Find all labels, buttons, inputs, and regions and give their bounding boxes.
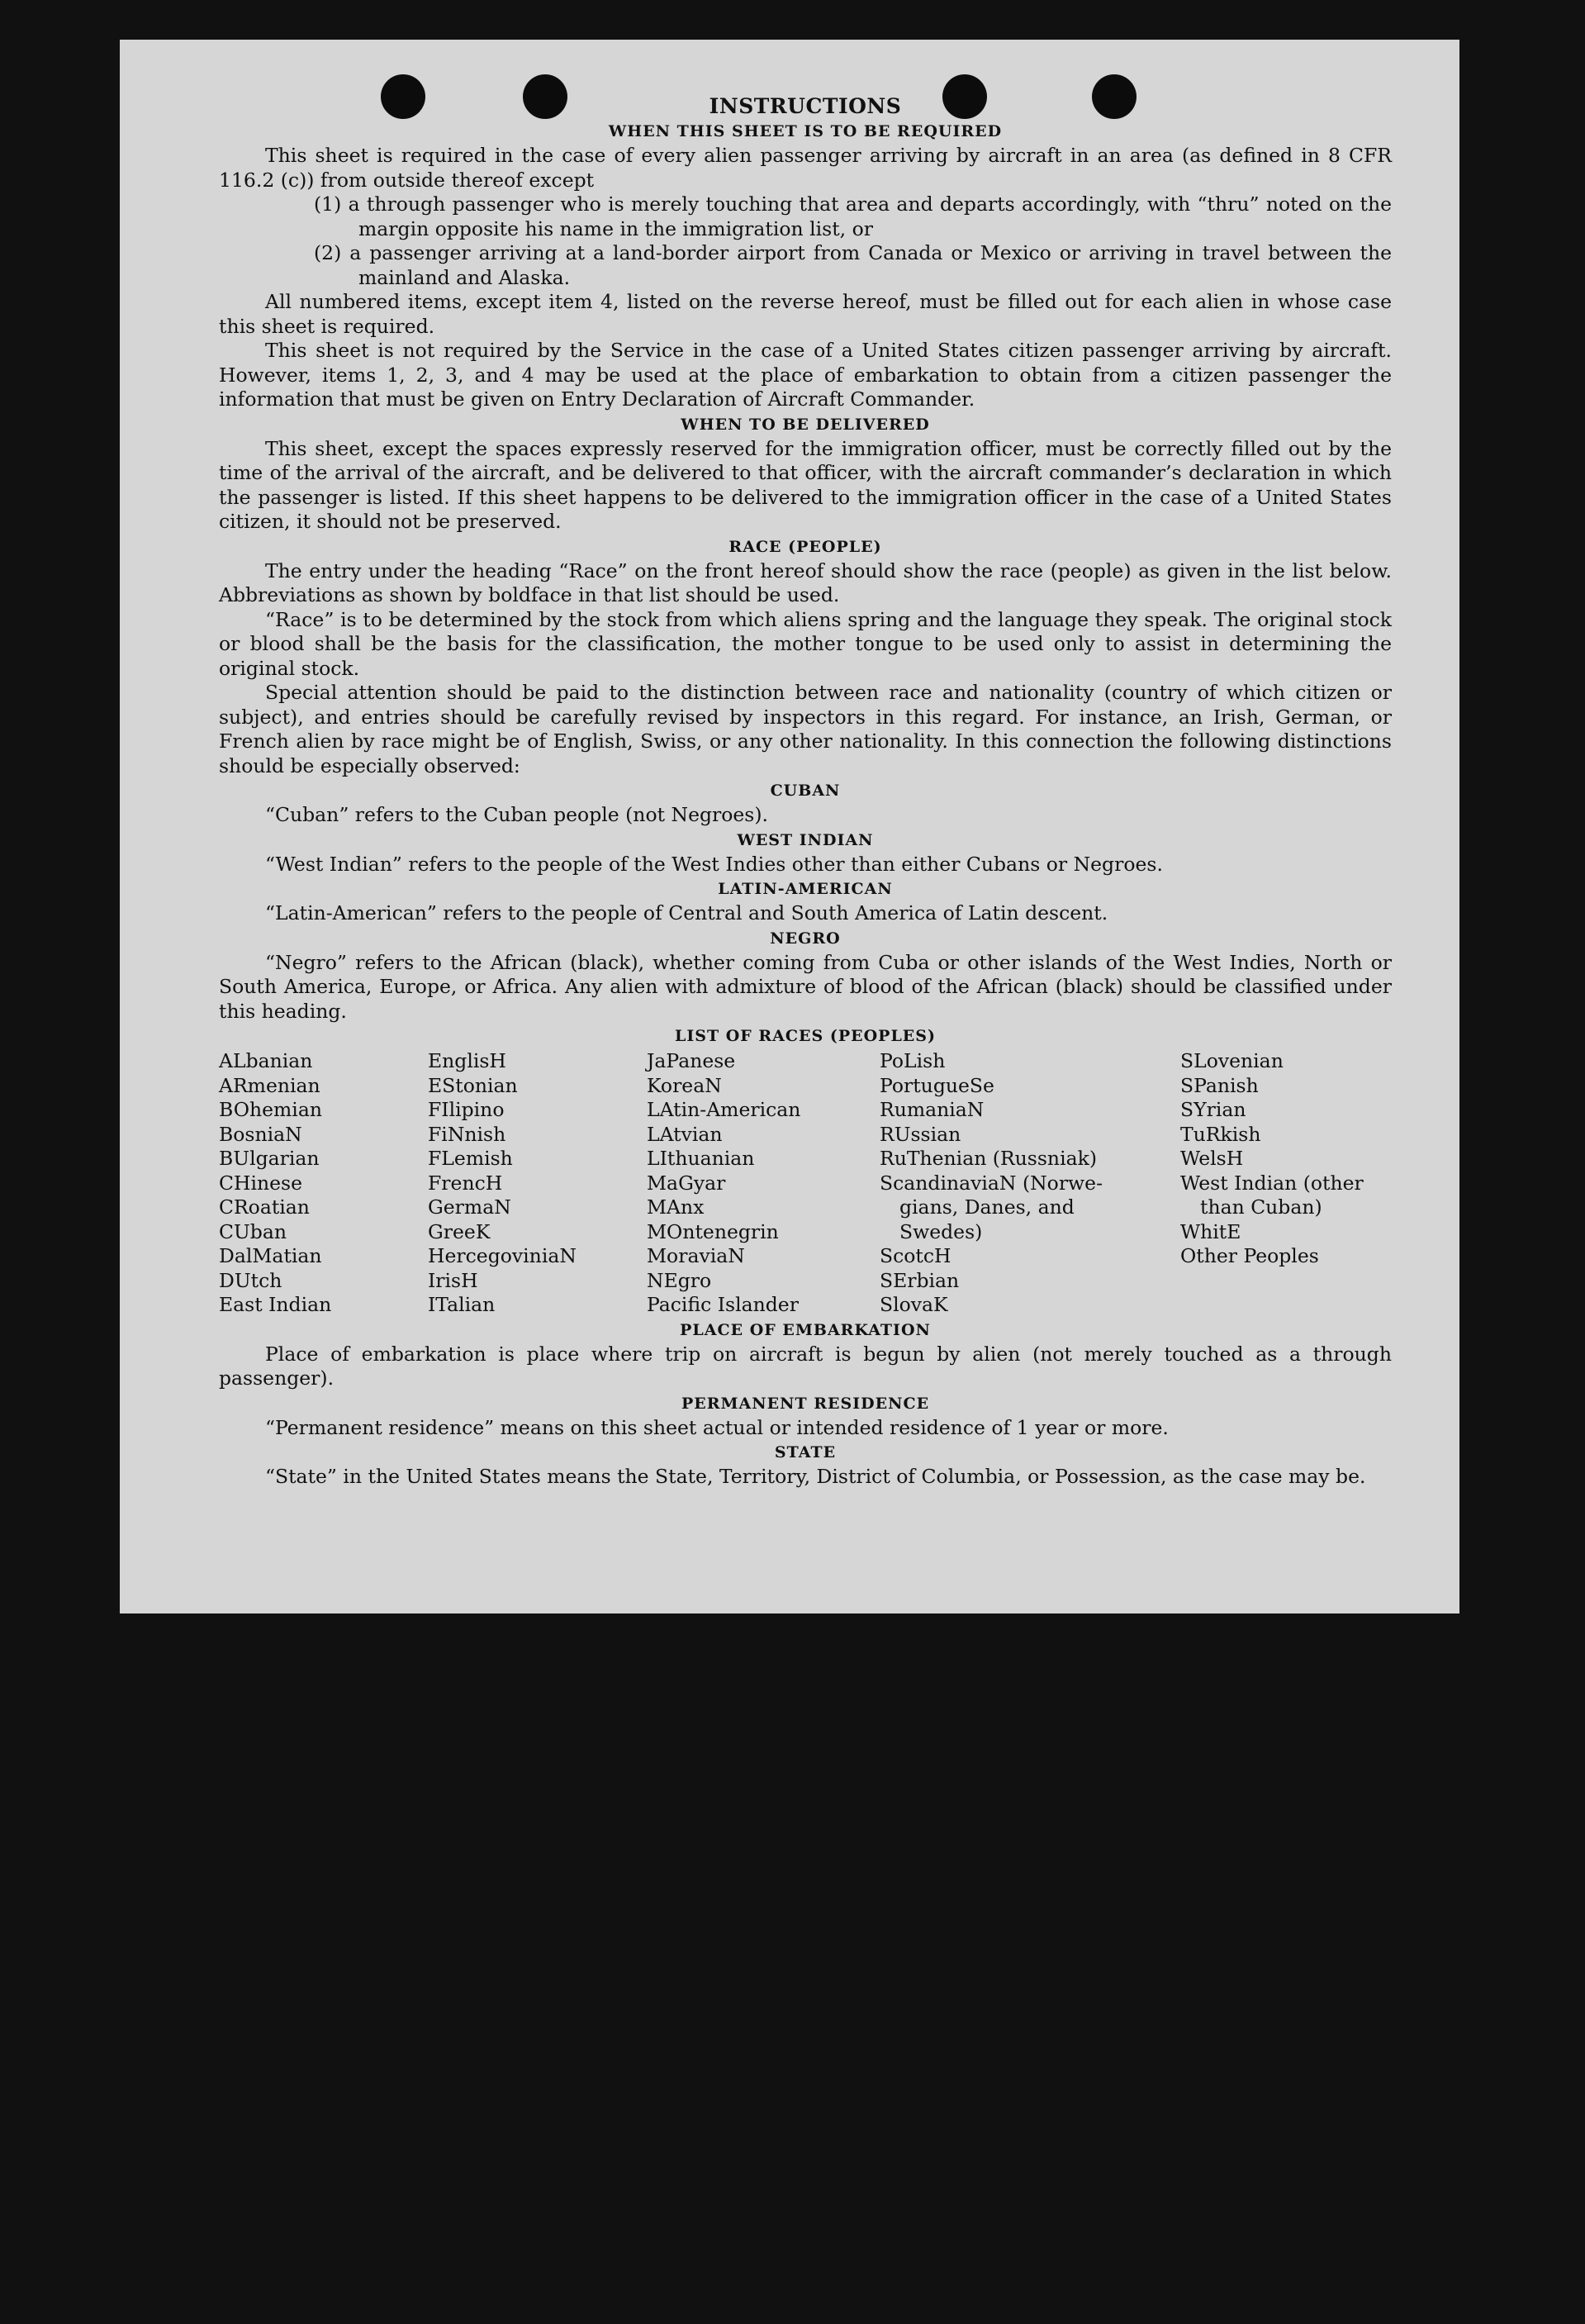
race-entry: GreeK	[428, 1219, 491, 1243]
exception-item: (2) a passenger arriving at a land-border airport from Canada or Mexico or arriving in travel between the mainland and Alaska.	[314, 241, 1392, 289]
race-entry: Swedes)	[899, 1219, 983, 1243]
race-entry: FrencH	[428, 1171, 503, 1195]
race-entry: MAnx	[647, 1195, 705, 1219]
race-entry: FLemish	[428, 1147, 513, 1170]
paragraph: The entry under the heading “Race” on the front hereof should show the race (people) as given in the list below. Abbreviations as shown by boldface in that list should be used.	[219, 558, 1392, 606]
race-entry: gians, Danes, and	[899, 1195, 1075, 1219]
race-entry: SLovenian	[1180, 1049, 1284, 1072]
section-heading-race: RACE (PEOPLE)	[728, 537, 882, 556]
paragraph: “West Indian” refers to the people of the West Indies other than either Cubans or Negroes.	[265, 852, 1163, 876]
race-entry: ITalian	[428, 1293, 496, 1316]
race-entry: NEgro	[647, 1268, 712, 1292]
race-entry: ALbanian	[219, 1049, 313, 1072]
race-entry: MOntenegrin	[647, 1219, 779, 1243]
race-entry: LAtvian	[647, 1122, 723, 1146]
race-entry: EStonian	[428, 1073, 518, 1097]
races-column	[1180, 1049, 1392, 1318]
race-entry: TuRkish	[1180, 1122, 1261, 1146]
race-entry: IrisH	[428, 1268, 478, 1292]
race-entry: JaPanese	[647, 1049, 736, 1072]
section-heading-cuban: CUBAN	[770, 782, 841, 800]
race-entry: KoreaN	[647, 1073, 722, 1097]
section-heading-residence: PERMANENT RESIDENCE	[681, 1394, 930, 1413]
punch-hole	[523, 74, 567, 119]
punch-hole	[942, 74, 987, 119]
race-entry: DUtch	[219, 1268, 282, 1292]
race-entry: MaGyar	[647, 1171, 726, 1195]
races-list	[219, 1049, 1392, 1318]
race-entry: ScotcH	[880, 1244, 951, 1267]
paragraph: “Race” is to be determined by the stock from which aliens spring and the language they speak. The original stock or blood shall be the basis for the classification, the mother tongue to be used only to assist in determining the original stock.	[219, 607, 1392, 680]
section-heading-latin-american: LATIN-AMERICAN	[718, 880, 893, 898]
paragraph: “Cuban” refers to the Cuban people (not Negroes).	[265, 803, 769, 826]
race-entry: MoraviaN	[647, 1244, 745, 1267]
page-title: INSTRUCTIONS	[709, 94, 902, 118]
paragraph: This sheet, except the spaces expressly reserved for the immigration officer, must be correctly filled out by the time of the arrival of the aircraft, and be delivered to that officer, with the aircraft commander’s declaration in which the passenger is listed. If this sheet happens to be delivered to the immigration officer in the case of a United States citizen, it should not be preserved.	[219, 436, 1392, 533]
section-heading-west-indian: WEST INDIAN	[737, 830, 874, 849]
race-entry: DalMatian	[219, 1244, 322, 1267]
race-entry: LIthuanian	[647, 1147, 755, 1170]
section-heading-list-of-races: LIST OF RACES (PEOPLES)	[675, 1027, 936, 1045]
section-heading-when-delivered: WHEN TO BE DELIVERED	[681, 415, 930, 434]
race-entry: BOhemian	[219, 1098, 322, 1121]
race-entry: than Cuban)	[1200, 1195, 1322, 1219]
race-entry: BUlgarian	[219, 1147, 320, 1170]
section-heading-when-required: WHEN THIS SHEET IS TO BE REQUIRED	[608, 122, 1003, 140]
section-heading-embarkation: PLACE OF EMBARKATION	[680, 1320, 931, 1339]
race-entry: SErbian	[880, 1268, 960, 1292]
race-entry: West Indian (other	[1180, 1171, 1364, 1195]
paragraph: “State” in the United States means the State, Territory, District of Columbia, or Possession, as the case may be.	[265, 1465, 1366, 1488]
document-sheet	[120, 40, 1459, 1613]
races-column	[880, 1049, 1180, 1318]
races-column	[219, 1049, 428, 1318]
race-entry: GermaN	[428, 1195, 511, 1219]
exception-item: (1) a through passenger who is merely touching that area and departs accordingly, with “thru” noted on the margin opposite his name in the immigration list, or	[314, 192, 1392, 240]
race-entry: CRoatian	[219, 1195, 310, 1219]
race-entry: RUssian	[880, 1122, 961, 1146]
race-entry: SYrian	[1180, 1098, 1246, 1121]
races-column	[428, 1049, 647, 1318]
race-entry: East Indian	[219, 1293, 332, 1316]
race-entry: Other Peoples	[1180, 1244, 1319, 1267]
paragraph: This sheet is required in the case of every alien passenger arriving by aircraft in an area (as defined in 8 CFR 116.2 (c)) from outside thereof except	[219, 144, 1392, 192]
race-entry: SPanish	[1180, 1073, 1259, 1097]
race-entry: WhitE	[1180, 1219, 1241, 1243]
section-heading-state: STATE	[774, 1443, 837, 1461]
paragraph: Special attention should be paid to the distinction between race and nationality (country of which citizen or subject), and entries should be carefully revised by inspectors in this regard. For instance, an Irish, German, or French alien by race might be of English, Swiss, or any other nationality. In this connection the following distinctions should be especially observed:	[219, 681, 1392, 777]
race-entry: PoLish	[880, 1049, 946, 1072]
race-entry: CHinese	[219, 1171, 302, 1195]
section-heading-negro: NEGRO	[770, 929, 841, 948]
race-entry: FIlipino	[428, 1098, 505, 1121]
race-entry: ScandinaviaN (Norwe-	[880, 1171, 1103, 1195]
race-entry: EnglisH	[428, 1049, 506, 1072]
paragraph: Place of embarkation is place where trip on aircraft is begun by alien (not merely touched as a through passenger).	[219, 1342, 1392, 1390]
paragraph: This sheet is not required by the Service in the case of a United States citizen passenger arriving by aircraft. However, items 1, 2, 3, and 4 may be used at the place of embarkation to obtain from a citizen passenger the information that must be given on Entry Declaration of Aircraft Commander.	[219, 339, 1392, 411]
race-entry: WelsH	[1180, 1147, 1244, 1170]
paragraph: “Permanent residence” means on this sheet actual or intended residence of 1 year or more.	[265, 1415, 1169, 1439]
race-entry: PortugueSe	[880, 1073, 994, 1097]
instructions-content	[219, 94, 1392, 1490]
race-entry: ARmenian	[219, 1073, 320, 1097]
race-entry: FiNnish	[428, 1122, 506, 1146]
paragraph: “Latin-American” refers to the people of Central and South America of Latin descent.	[265, 901, 1108, 924]
race-entry: BosniaN	[219, 1122, 302, 1146]
punch-hole	[381, 74, 425, 119]
paragraph: “Negro” refers to the African (black), whether coming from Cuba or other islands of the West Indies, North or South America, Europe, or Africa. Any alien with admixture of blood of the African (black) should be classified under this heading.	[219, 950, 1392, 1023]
race-entry: RumaniaN	[880, 1098, 985, 1121]
race-entry: HercegoviniaN	[428, 1244, 577, 1267]
race-entry: CUban	[219, 1219, 287, 1243]
race-entry: LAtin-American	[647, 1098, 801, 1121]
race-entry: Pacific Islander	[647, 1293, 799, 1316]
punch-hole	[1092, 74, 1137, 119]
races-column	[647, 1049, 880, 1318]
race-entry: RuThenian (Russniak)	[880, 1147, 1097, 1170]
paragraph: All numbered items, except item 4, listed on the reverse hereof, must be filled out for each alien in whose case this sheet is required.	[219, 290, 1392, 338]
race-entry: SlovaK	[880, 1293, 948, 1316]
